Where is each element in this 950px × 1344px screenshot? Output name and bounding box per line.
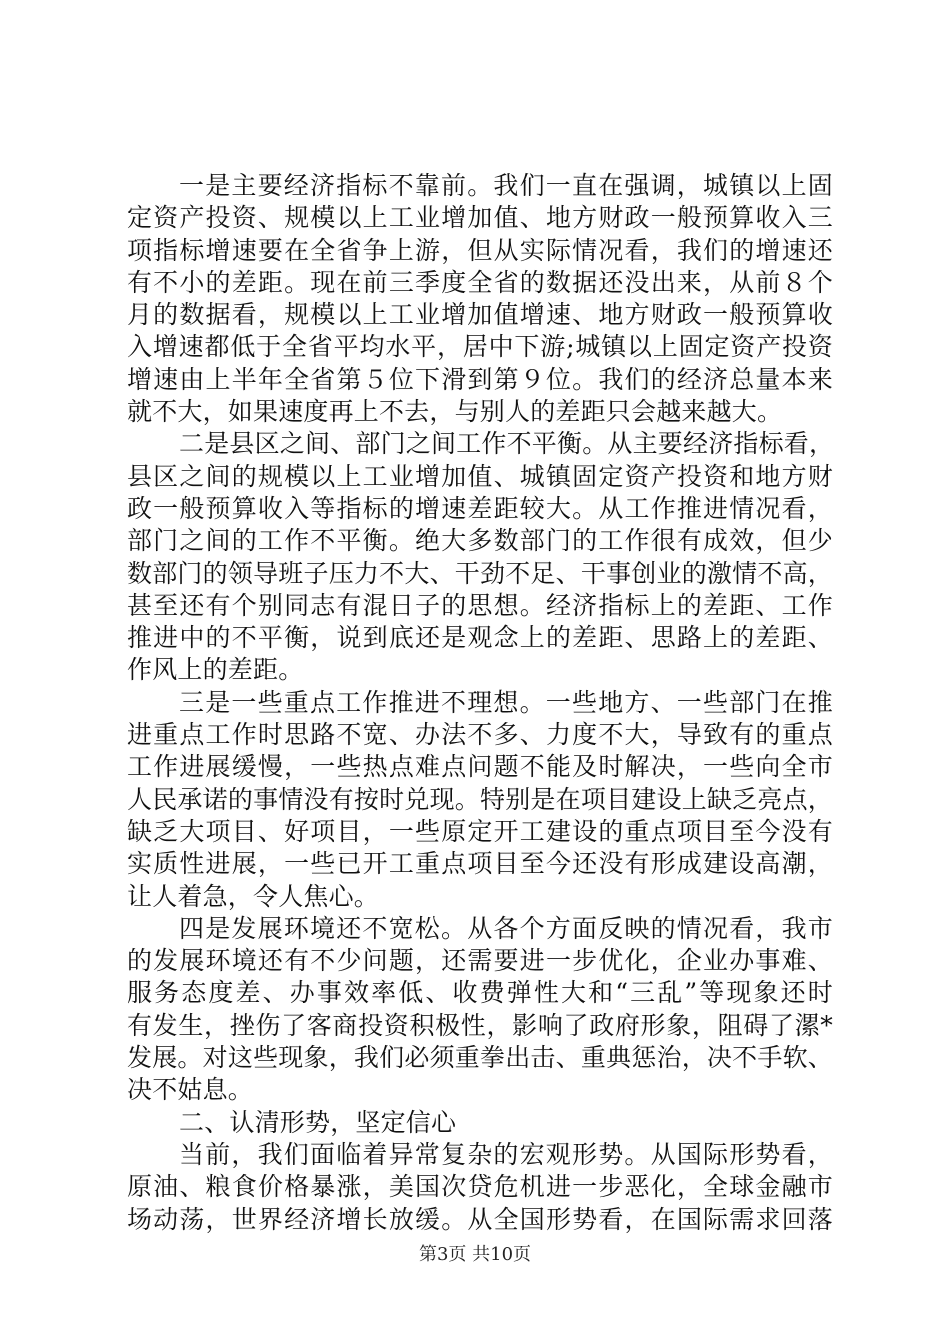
paragraph-first-line: 二是县区之间、部门之间工作不平衡。从主要经济指标看， [179, 429, 835, 459]
paragraph-line: 项指标增速要在全省争上游，但从实际情况看，我们的增速还 [127, 235, 833, 265]
paragraph-line: 有不小的差距。现在前三季度全省的数据还没出来，从前８个 [127, 267, 833, 297]
paragraph-line: 月的数据看，规模以上工业增加值增速、地方财政一般预算收 [127, 300, 833, 330]
paragraph-line: 政一般预算收入等指标的增速差距较大。从工作推进情况看， [127, 493, 833, 523]
paragraph-line: 的发展环境还有不少问题，还需要进一步优化，企业办事难、 [127, 946, 833, 976]
paragraph-line: 推进中的不平衡，说到底还是观念上的差距、思路上的差距、 [127, 623, 833, 653]
paragraph-line: 定资产投资、规模以上工业增加值、地方财政一般预算收入三 [127, 203, 833, 233]
paragraph-line: 让人着急，令人焦心。 [127, 881, 380, 911]
paragraph-line: 入增速都低于全省平均水平，居中下游;城镇以上固定资产投资 [127, 332, 833, 362]
paragraph-first-line: 当前，我们面临着异常复杂的宏观形势。从国际形势看， [179, 1139, 833, 1169]
paragraph-line: 人民承诺的事情没有按时兑现。特别是在项目建设上缺乏亮点， [127, 784, 833, 814]
paragraph-line: 作风上的差距。 [127, 655, 304, 685]
paragraph-line: 进重点工作时思路不宽、办法不多、力度不大，导致有的重点 [127, 720, 833, 750]
document-body [127, 170, 833, 1236]
paragraph-line: 增速由上半年全省第５位下滑到第９位。我们的经济总量本来 [127, 364, 833, 394]
paragraph-line: 就不大，如果速度再上不去，与别人的差距只会越来越大。 [127, 397, 783, 427]
page-footer: 第3页 共10页 [418, 1244, 532, 1265]
paragraph-line: 有发生，挫伤了客商投资积极性，影响了政府形象，阻碍了漯* [127, 1010, 833, 1040]
paragraph-line: 原油、粮食价格暴涨，美国次贷危机进一步恶化，全球金融市 [127, 1172, 833, 1202]
paragraph-line: 场动荡，世界经济增长放缓。从全国形势看，在国际需求回落 [127, 1204, 833, 1234]
paragraph-first-line: 一是主要经济指标不靠前。我们一直在强调，城镇以上固 [179, 171, 833, 200]
paragraph-line: 服务态度差、办事效率低、收费弹性大和“三乱”等现象还时 [127, 978, 833, 1008]
paragraph-line: 甚至还有个别同志有混日子的思想。经济指标上的差距、工作 [127, 590, 833, 620]
paragraph-line: 实质性进展，一些已开工重点项目至今还没有形成建设高潮， [127, 849, 833, 879]
paragraph-line: 工作进展缓慢，一些热点难点问题不能及时解决，一些向全市 [127, 752, 833, 782]
paragraph-line: 发展。对这些现象，我们必须重拳出击、重典惩治，决不手软、 [127, 1043, 833, 1073]
paragraph-first-line: 三是一些重点工作推进不理想。一些地方、一些部门在推 [179, 687, 833, 717]
paragraph-line: 部门之间的工作不平衡。绝大多数部门的工作很有成效，但少 [127, 526, 833, 556]
paragraph-line: 决不姑息。 [127, 1075, 254, 1105]
paragraph-line: 县区之间的规模以上工业增加值、城镇固定资产投资和地方财 [127, 461, 833, 491]
paragraph-first-line: 四是发展环境还不宽松。从各个方面反映的情况看，我市 [179, 913, 833, 943]
paragraph-line: 缺乏大项目、好项目，一些原定开工建设的重点项目至今没有 [127, 816, 833, 846]
paragraph-line: 数部门的领导班子压力不大、干劲不足、干事创业的激情不高， [127, 558, 833, 588]
paragraph-first-line: 二、认清形势，坚定信心 [179, 1107, 457, 1137]
